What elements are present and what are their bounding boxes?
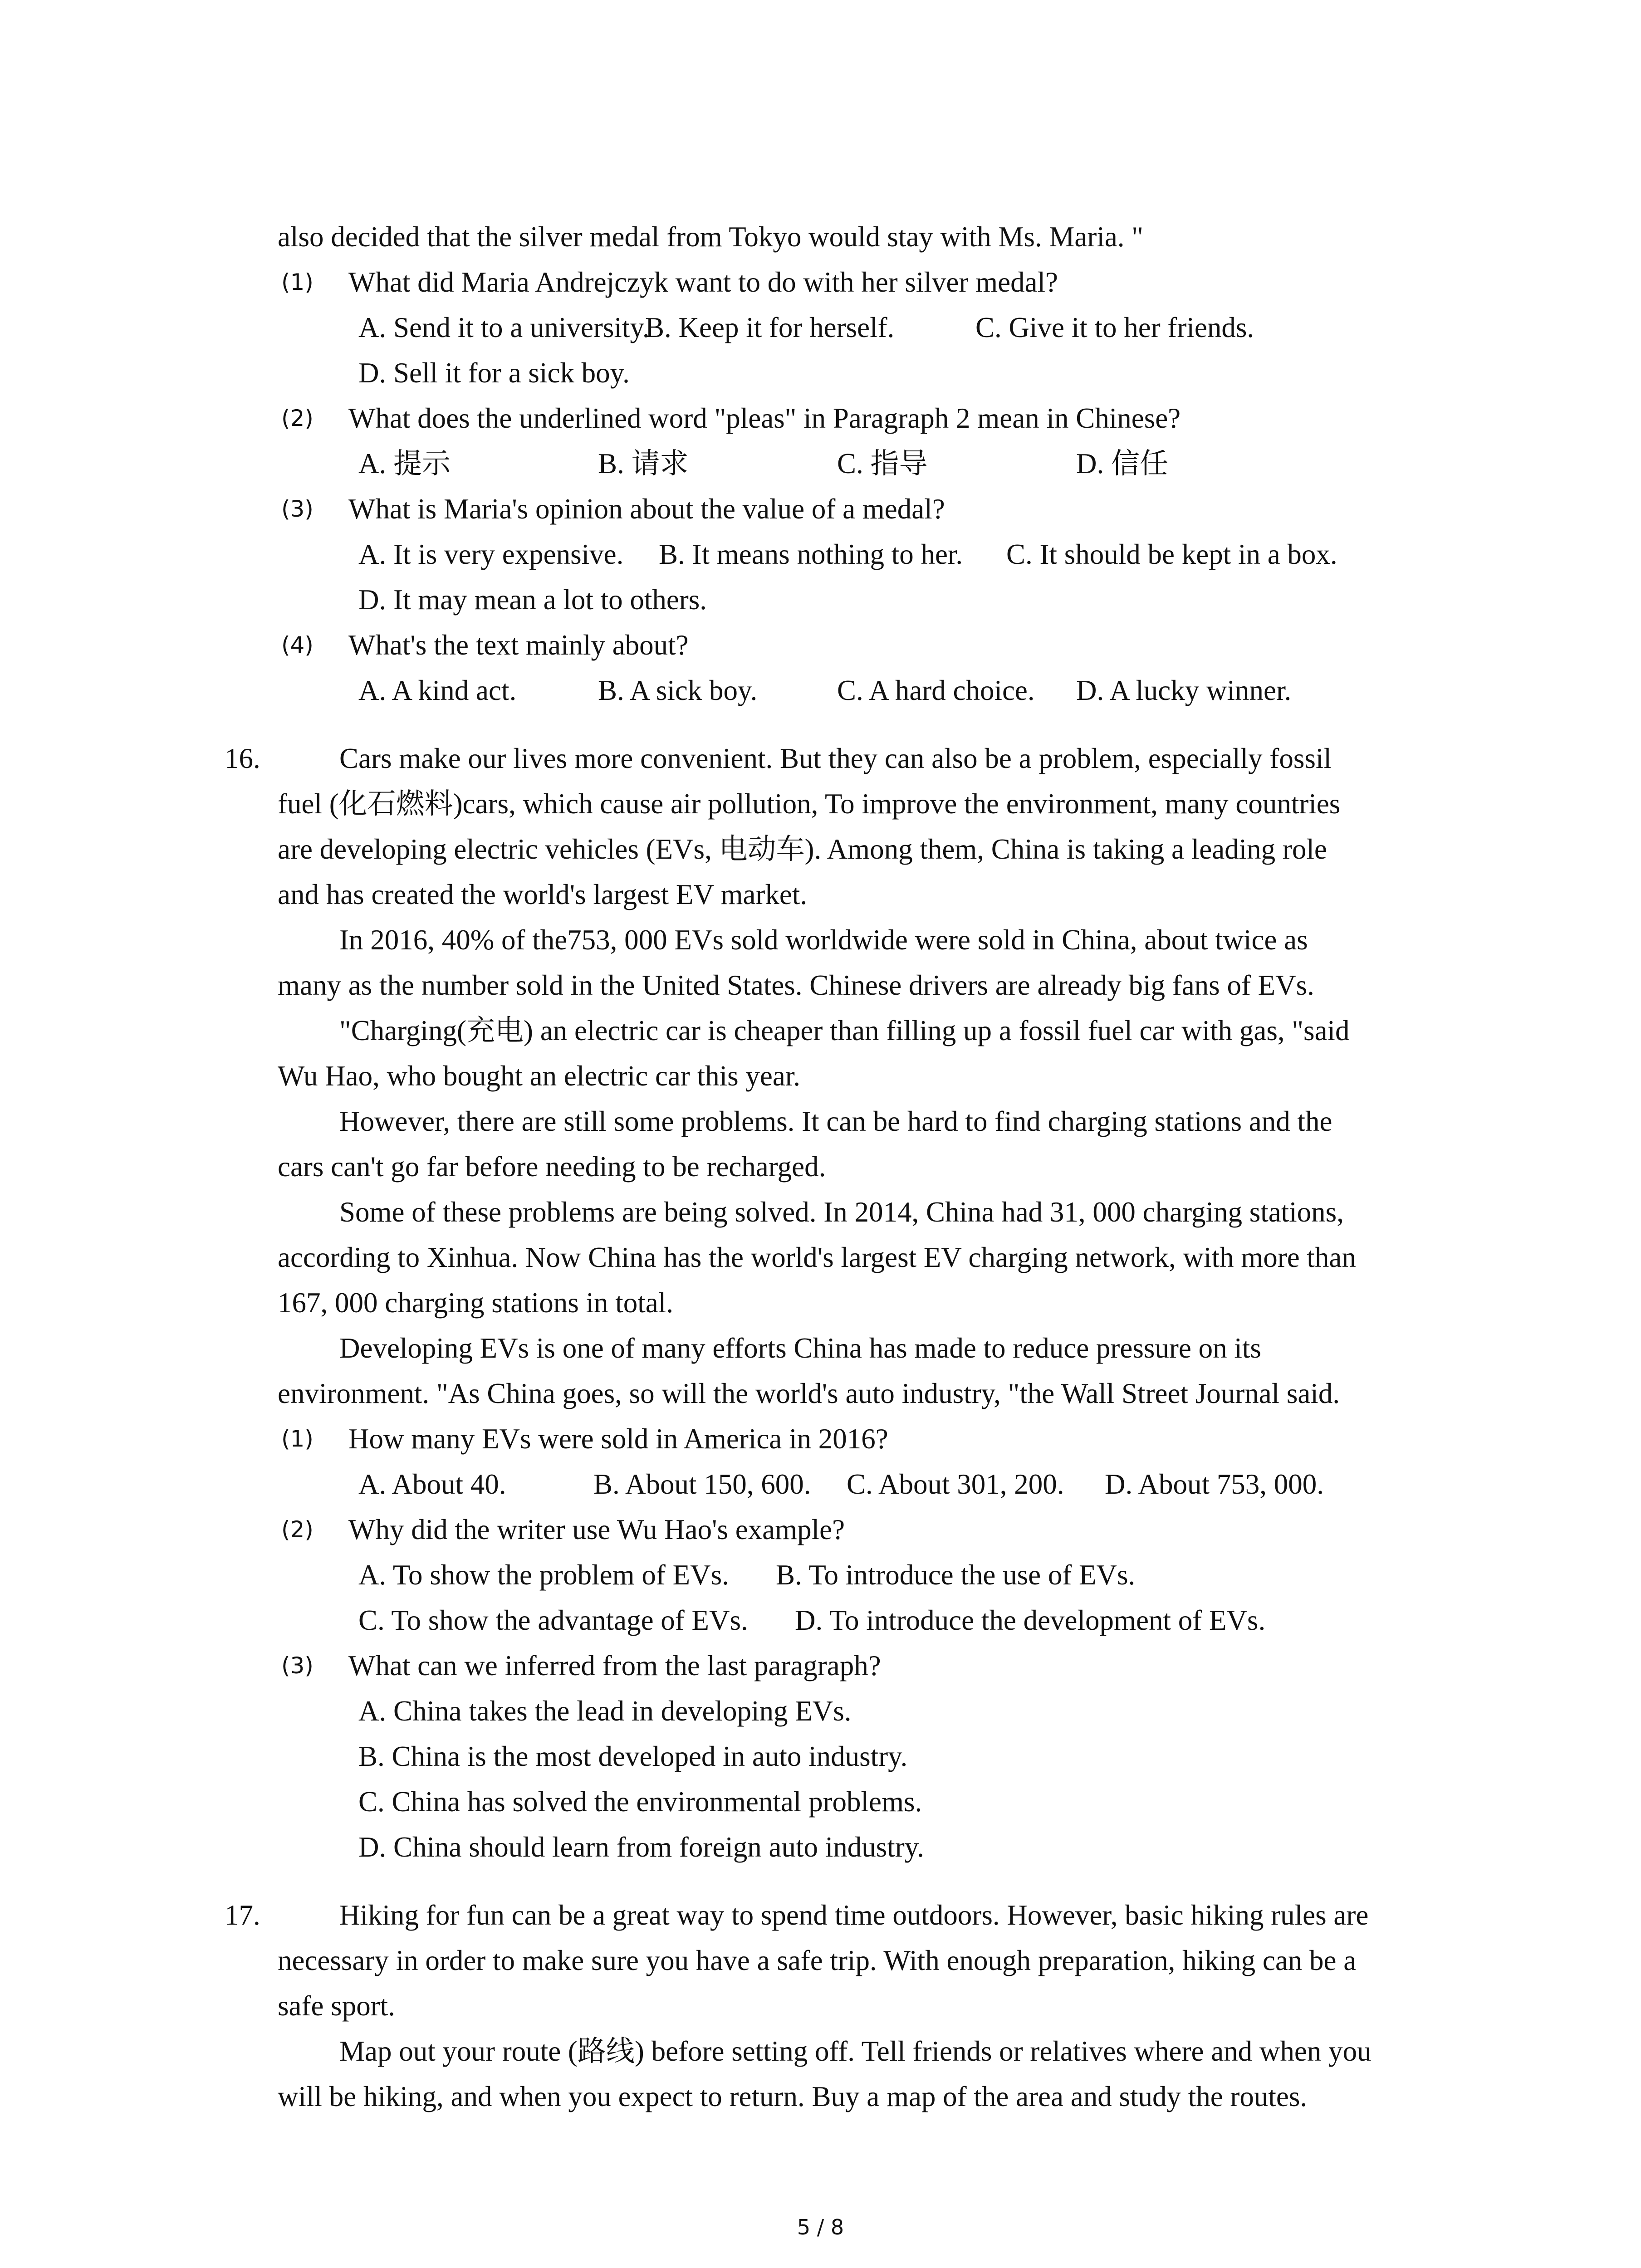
passage-line: safe sport. xyxy=(278,1990,395,2022)
passage-line: will be hiking, and when you expect to return. Buy a map of the area and study the routes. xyxy=(278,2081,1308,2112)
option-a: A. It is very expensive. xyxy=(358,538,624,570)
passage-line: environment. "As China goes, so will the world's auto industry, "the Wall Street Journal said. xyxy=(278,1378,1340,1409)
passage-line: Developing EVs is one of many efforts China has made to reduce pressure on its xyxy=(339,1332,1261,1364)
option-a: A. Send it to a university. xyxy=(358,312,650,343)
question-number: (2) xyxy=(281,405,314,431)
option-c: C. Give it to her friends. xyxy=(975,312,1254,343)
option-a: A. China takes the lead in developing EVs. xyxy=(358,1695,852,1727)
passage-line: In 2016, 40% of the753, 000 EVs sold worldwide were sold in China, about twice as xyxy=(339,924,1308,956)
option-c: C. China has solved the environmental problems. xyxy=(358,1786,922,1818)
option-c: C. 指导 xyxy=(837,448,928,479)
question-text: What's the text mainly about? xyxy=(348,629,689,661)
question-number: (3) xyxy=(281,496,314,522)
question-text: What is Maria's opinion about the value of a medal? xyxy=(348,493,945,525)
option-d: D. China should learn from foreign auto industry. xyxy=(358,1831,924,1863)
passage-line: many as the number sold in the United States. Chinese drivers are already big fans of EVs. xyxy=(278,969,1314,1001)
option-d: D. To introduce the development of EVs. xyxy=(795,1604,1266,1636)
option-c: C. It should be kept in a box. xyxy=(1006,538,1337,570)
question-number: (2) xyxy=(281,1516,314,1543)
option-d: D. A lucky winner. xyxy=(1076,675,1292,706)
option-c: C. A hard choice. xyxy=(837,675,1035,706)
question-group-number: 16. xyxy=(225,743,260,774)
option-b: B. To introduce the use of EVs. xyxy=(776,1559,1136,1591)
passage-line: Hiking for fun can be a great way to spend time outdoors. However, basic hiking rules are xyxy=(339,1899,1369,1931)
option-b: B. About 150, 600. xyxy=(593,1468,811,1500)
passage-line: Wu Hao, who bought an electric car this year. xyxy=(278,1060,801,1092)
question-group-number: 17. xyxy=(225,1899,260,1931)
question-text: What did Maria Andrejczyk want to do with her silver medal? xyxy=(348,266,1058,298)
option-a: A. A kind act. xyxy=(358,675,517,706)
passage-line: Some of these problems are being solved. In 2014, China had 31, 000 charging stations, xyxy=(339,1196,1344,1228)
passage-line: fuel (化石燃料)cars, which cause air pollution, To improve the environment, many countries xyxy=(278,788,1341,820)
option-b: B. 请求 xyxy=(598,448,689,479)
option-a: A. 提示 xyxy=(358,448,451,479)
passage-line: cars can't go far before needing to be recharged. xyxy=(278,1151,826,1183)
question-number: (1) xyxy=(281,1426,314,1452)
option-d: D. It may mean a lot to others. xyxy=(358,584,707,616)
question-number: (4) xyxy=(281,632,314,658)
option-d: D. About 753, 000. xyxy=(1105,1468,1324,1500)
passage-line: However, there are still some problems. It can be hard to find charging stations and the xyxy=(339,1105,1332,1137)
question-text: What can we inferred from the last paragraph? xyxy=(348,1650,881,1681)
option-c: C. About 301, 200. xyxy=(847,1468,1064,1500)
question-text: How many EVs were sold in America in 2016? xyxy=(348,1423,888,1455)
passage-line: also decided that the silver medal from Tokyo would stay with Ms. Maria. " xyxy=(278,221,1144,253)
question-number: (1) xyxy=(281,269,314,295)
passage-line: 167, 000 charging stations in total. xyxy=(278,1287,674,1319)
option-a: A. To show the problem of EVs. xyxy=(358,1559,729,1591)
passage-line: are developing electric vehicles (EVs, 电动车). Among them, China is taking a leading role xyxy=(278,833,1327,865)
option-a: A. About 40. xyxy=(358,1468,506,1500)
option-d: D. 信任 xyxy=(1076,448,1168,479)
option-b: B. Keep it for herself. xyxy=(645,312,895,343)
option-c: C. To show the advantage of EVs. xyxy=(358,1604,748,1636)
question-text: What does the underlined word "pleas" in Paragraph 2 mean in Chinese? xyxy=(348,402,1181,434)
option-b: B. A sick boy. xyxy=(598,675,758,706)
page-number: 5 / 8 xyxy=(797,2215,844,2239)
passage-line: according to Xinhua. Now China has the world's largest EV charging network, with more than xyxy=(278,1242,1356,1273)
question-number: (3) xyxy=(281,1652,314,1679)
passage-line: Map out your route (路线) before setting off. Tell friends or relatives where and when you xyxy=(339,2035,1372,2067)
passage-line: and has created the world's largest EV market. xyxy=(278,879,808,910)
passage-line: necessary in order to make sure you have a safe trip. With enough preparation, hiking can be a xyxy=(278,1945,1357,1976)
option-d: D. Sell it for a sick boy. xyxy=(358,357,630,389)
option-b: B. It means nothing to her. xyxy=(659,538,963,570)
passage-line: Cars make our lives more convenient. But they can also be a problem, especially fossil xyxy=(339,743,1332,774)
option-b: B. China is the most developed in auto industry. xyxy=(358,1740,908,1772)
question-text: Why did the writer use Wu Hao's example? xyxy=(348,1514,845,1545)
passage-line: "Charging(充电) an electric car is cheaper than filling up a fossil fuel car with gas, "said xyxy=(339,1015,1350,1046)
